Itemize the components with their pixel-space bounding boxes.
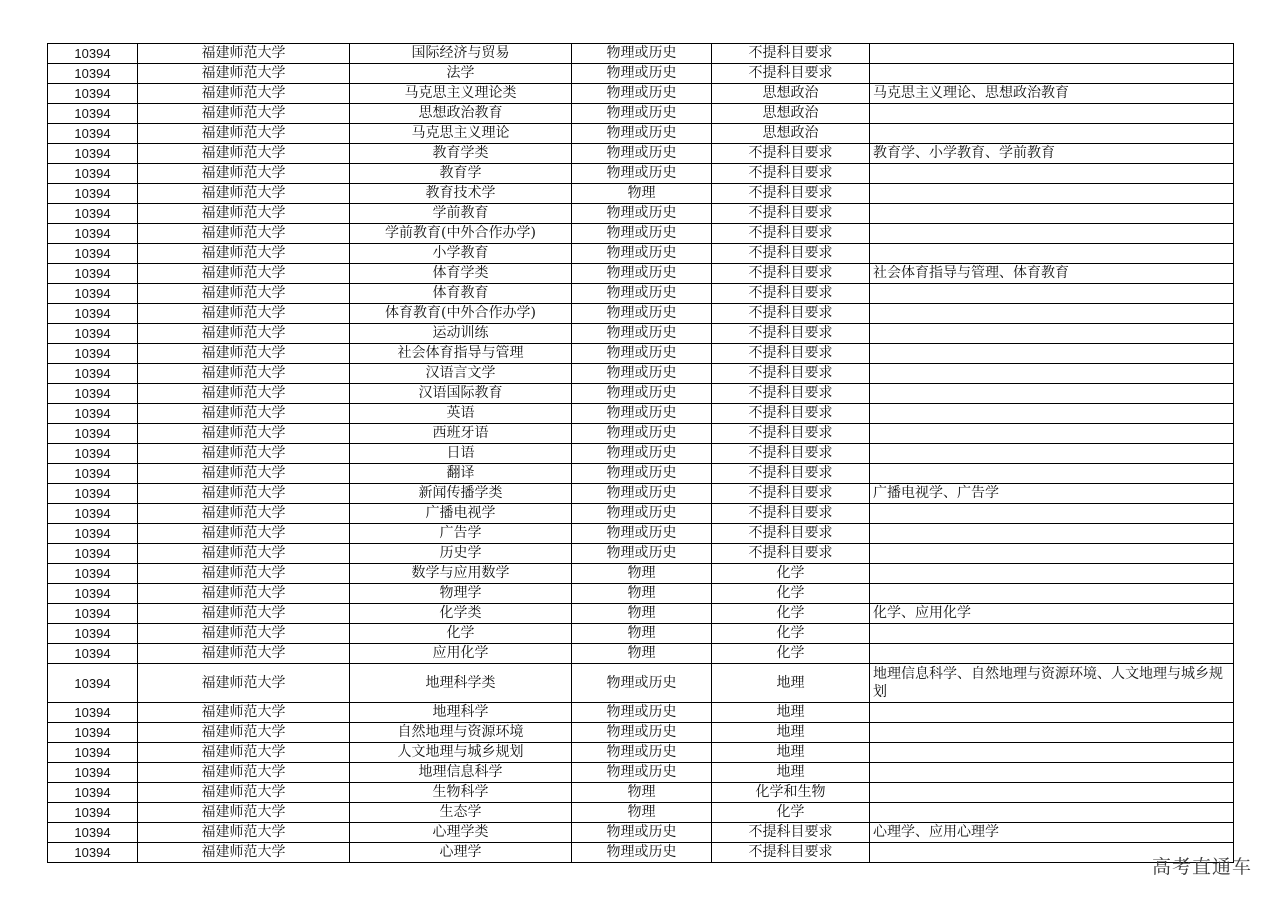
table-row xyxy=(48,484,1234,504)
school-name-cell: 福建师范大学 xyxy=(138,803,350,823)
first-subject-cell: 物理或历史 xyxy=(572,304,712,324)
second-subject-cell: 化学 xyxy=(712,803,870,823)
school-name-cell: 福建师范大学 xyxy=(138,244,350,264)
school-name-cell: 福建师范大学 xyxy=(138,444,350,464)
second-subject-cell: 不提科目要求 xyxy=(712,344,870,364)
included-majors-cell xyxy=(870,564,1234,584)
second-subject-cell: 化学 xyxy=(712,644,870,664)
included-majors-cell xyxy=(870,703,1234,723)
school-name-cell: 福建师范大学 xyxy=(138,783,350,803)
included-majors-cell: 化学、应用化学 xyxy=(870,604,1234,624)
second-subject-cell: 化学 xyxy=(712,584,870,604)
first-subject-cell: 物理 xyxy=(572,803,712,823)
second-subject-cell: 不提科目要求 xyxy=(712,44,870,64)
included-majors-cell: 社会体育指导与管理、体育教育 xyxy=(870,264,1234,284)
second-subject-cell: 不提科目要求 xyxy=(712,144,870,164)
school-code-cell: 10394 xyxy=(48,464,138,484)
included-majors-cell xyxy=(870,284,1234,304)
major-name-cell: 国际经济与贸易 xyxy=(350,44,572,64)
school-code-cell: 10394 xyxy=(48,204,138,224)
table-row xyxy=(48,204,1234,224)
school-code-cell: 10394 xyxy=(48,244,138,264)
major-name-cell: 数学与应用数学 xyxy=(350,564,572,584)
second-subject-cell: 地理 xyxy=(712,763,870,783)
included-majors-cell xyxy=(870,44,1234,64)
school-code-cell: 10394 xyxy=(48,723,138,743)
included-majors-cell xyxy=(870,803,1234,823)
table-row xyxy=(48,384,1234,404)
school-code-cell: 10394 xyxy=(48,304,138,324)
school-name-cell: 福建师范大学 xyxy=(138,84,350,104)
school-code-cell: 10394 xyxy=(48,344,138,364)
major-name-cell: 体育学类 xyxy=(350,264,572,284)
first-subject-cell: 物理或历史 xyxy=(572,204,712,224)
major-name-cell: 广播电视学 xyxy=(350,504,572,524)
table-row xyxy=(48,464,1234,484)
first-subject-cell: 物理或历史 xyxy=(572,664,712,703)
included-majors-cell xyxy=(870,504,1234,524)
table-row xyxy=(48,604,1234,624)
school-code-cell: 10394 xyxy=(48,64,138,84)
major-name-cell: 教育学 xyxy=(350,164,572,184)
school-code-cell: 10394 xyxy=(48,544,138,564)
table-row xyxy=(48,763,1234,783)
table-row xyxy=(48,164,1234,184)
school-code-cell: 10394 xyxy=(48,324,138,344)
table-row xyxy=(48,404,1234,424)
second-subject-cell: 不提科目要求 xyxy=(712,224,870,244)
school-code-cell: 10394 xyxy=(48,763,138,783)
major-name-cell: 生态学 xyxy=(350,803,572,823)
major-name-cell: 自然地理与资源环境 xyxy=(350,723,572,743)
school-name-cell: 福建师范大学 xyxy=(138,504,350,524)
second-subject-cell: 不提科目要求 xyxy=(712,823,870,843)
major-name-cell: 地理科学 xyxy=(350,703,572,723)
included-majors-cell xyxy=(870,104,1234,124)
first-subject-cell: 物理 xyxy=(572,783,712,803)
school-code-cell: 10394 xyxy=(48,803,138,823)
school-name-cell: 福建师范大学 xyxy=(138,204,350,224)
major-name-cell: 化学类 xyxy=(350,604,572,624)
major-name-cell: 马克思主义理论类 xyxy=(350,84,572,104)
school-name-cell: 福建师范大学 xyxy=(138,104,350,124)
major-name-cell: 体育教育(中外合作办学) xyxy=(350,304,572,324)
school-name-cell: 福建师范大学 xyxy=(138,324,350,344)
included-majors-cell: 广播电视学、广告学 xyxy=(870,484,1234,504)
first-subject-cell: 物理或历史 xyxy=(572,524,712,544)
school-name-cell: 福建师范大学 xyxy=(138,364,350,384)
first-subject-cell: 物理或历史 xyxy=(572,444,712,464)
first-subject-cell: 物理或历史 xyxy=(572,244,712,264)
table-row xyxy=(48,144,1234,164)
school-name-cell: 福建师范大学 xyxy=(138,424,350,444)
first-subject-cell: 物理或历史 xyxy=(572,404,712,424)
table-row xyxy=(48,723,1234,743)
second-subject-cell: 化学 xyxy=(712,624,870,644)
major-name-cell: 马克思主义理论 xyxy=(350,124,572,144)
first-subject-cell: 物理或历史 xyxy=(572,703,712,723)
second-subject-cell: 地理 xyxy=(712,723,870,743)
first-subject-cell: 物理或历史 xyxy=(572,843,712,863)
table-row xyxy=(48,424,1234,444)
school-code-cell: 10394 xyxy=(48,484,138,504)
school-name-cell: 福建师范大学 xyxy=(138,304,350,324)
major-name-cell: 心理学 xyxy=(350,843,572,863)
second-subject-cell: 不提科目要求 xyxy=(712,244,870,264)
school-code-cell: 10394 xyxy=(48,164,138,184)
school-name-cell: 福建师范大学 xyxy=(138,524,350,544)
school-name-cell: 福建师范大学 xyxy=(138,703,350,723)
table-row xyxy=(48,184,1234,204)
table-row xyxy=(48,284,1234,304)
major-name-cell: 社会体育指导与管理 xyxy=(350,344,572,364)
school-code-cell: 10394 xyxy=(48,224,138,244)
school-name-cell: 福建师范大学 xyxy=(138,763,350,783)
table-row xyxy=(48,524,1234,544)
included-majors-cell xyxy=(870,723,1234,743)
first-subject-cell: 物理或历史 xyxy=(572,164,712,184)
school-name-cell: 福建师范大学 xyxy=(138,644,350,664)
first-subject-cell: 物理或历史 xyxy=(572,324,712,344)
school-code-cell: 10394 xyxy=(48,264,138,284)
included-majors-cell: 马克思主义理论、思想政治教育 xyxy=(870,84,1234,104)
first-subject-cell: 物理或历史 xyxy=(572,284,712,304)
second-subject-cell: 不提科目要求 xyxy=(712,843,870,863)
first-subject-cell: 物理或历史 xyxy=(572,504,712,524)
included-majors-cell xyxy=(870,64,1234,84)
second-subject-cell: 不提科目要求 xyxy=(712,184,870,204)
major-name-cell: 日语 xyxy=(350,444,572,464)
school-code-cell: 10394 xyxy=(48,664,138,703)
second-subject-cell: 不提科目要求 xyxy=(712,284,870,304)
second-subject-cell: 不提科目要求 xyxy=(712,424,870,444)
included-majors-cell xyxy=(870,124,1234,144)
school-name-cell: 福建师范大学 xyxy=(138,823,350,843)
school-code-cell: 10394 xyxy=(48,364,138,384)
school-name-cell: 福建师范大学 xyxy=(138,743,350,763)
second-subject-cell: 不提科目要求 xyxy=(712,364,870,384)
school-name-cell: 福建师范大学 xyxy=(138,404,350,424)
school-code-cell: 10394 xyxy=(48,284,138,304)
first-subject-cell: 物理或历史 xyxy=(572,264,712,284)
school-code-cell: 10394 xyxy=(48,104,138,124)
second-subject-cell: 不提科目要求 xyxy=(712,524,870,544)
table-row xyxy=(48,584,1234,604)
school-name-cell: 福建师范大学 xyxy=(138,284,350,304)
major-name-cell: 地理信息科学 xyxy=(350,763,572,783)
school-code-cell: 10394 xyxy=(48,604,138,624)
school-name-cell: 福建师范大学 xyxy=(138,164,350,184)
school-name-cell: 福建师范大学 xyxy=(138,564,350,584)
second-subject-cell: 化学和生物 xyxy=(712,783,870,803)
school-name-cell: 福建师范大学 xyxy=(138,384,350,404)
major-name-cell: 心理学类 xyxy=(350,823,572,843)
included-majors-cell xyxy=(870,164,1234,184)
school-name-cell: 福建师范大学 xyxy=(138,344,350,364)
major-name-cell: 思想政治教育 xyxy=(350,104,572,124)
included-majors-cell xyxy=(870,584,1234,604)
school-code-cell: 10394 xyxy=(48,624,138,644)
included-majors-cell xyxy=(870,384,1234,404)
table-row xyxy=(48,783,1234,803)
second-subject-cell: 思想政治 xyxy=(712,84,870,104)
included-majors-cell: 教育学、小学教育、学前教育 xyxy=(870,144,1234,164)
school-name-cell: 福建师范大学 xyxy=(138,144,350,164)
major-name-cell: 小学教育 xyxy=(350,244,572,264)
school-name-cell: 福建师范大学 xyxy=(138,44,350,64)
major-name-cell: 法学 xyxy=(350,64,572,84)
school-code-cell: 10394 xyxy=(48,384,138,404)
school-code-cell: 10394 xyxy=(48,564,138,584)
major-name-cell: 教育技术学 xyxy=(350,184,572,204)
first-subject-cell: 物理或历史 xyxy=(572,544,712,564)
second-subject-cell: 不提科目要求 xyxy=(712,324,870,344)
first-subject-cell: 物理或历史 xyxy=(572,384,712,404)
school-name-cell: 福建师范大学 xyxy=(138,584,350,604)
second-subject-cell: 不提科目要求 xyxy=(712,544,870,564)
first-subject-cell: 物理或历史 xyxy=(572,64,712,84)
school-code-cell: 10394 xyxy=(48,84,138,104)
school-name-cell: 福建师范大学 xyxy=(138,544,350,564)
school-code-cell: 10394 xyxy=(48,124,138,144)
major-name-cell: 历史学 xyxy=(350,544,572,564)
included-majors-cell xyxy=(870,743,1234,763)
first-subject-cell: 物理或历史 xyxy=(572,84,712,104)
included-majors-cell xyxy=(870,524,1234,544)
table-row xyxy=(48,224,1234,244)
table-row xyxy=(48,44,1234,64)
school-code-cell: 10394 xyxy=(48,703,138,723)
school-code-cell: 10394 xyxy=(48,444,138,464)
major-name-cell: 广告学 xyxy=(350,524,572,544)
school-code-cell: 10394 xyxy=(48,184,138,204)
second-subject-cell: 不提科目要求 xyxy=(712,404,870,424)
table-row xyxy=(48,504,1234,524)
table-row xyxy=(48,843,1234,863)
major-name-cell: 体育教育 xyxy=(350,284,572,304)
watermark-text: 高考直通车 xyxy=(1151,856,1252,878)
major-name-cell: 地理科学类 xyxy=(350,664,572,703)
first-subject-cell: 物理 xyxy=(572,624,712,644)
first-subject-cell: 物理或历史 xyxy=(572,484,712,504)
major-name-cell: 翻译 xyxy=(350,464,572,484)
included-majors-cell xyxy=(870,783,1234,803)
second-subject-cell: 不提科目要求 xyxy=(712,64,870,84)
table-row xyxy=(48,743,1234,763)
table-row xyxy=(48,624,1234,644)
included-majors-cell xyxy=(870,324,1234,344)
second-subject-cell: 不提科目要求 xyxy=(712,164,870,184)
included-majors-cell xyxy=(870,624,1234,644)
first-subject-cell: 物理或历史 xyxy=(572,144,712,164)
table-row xyxy=(48,544,1234,564)
first-subject-cell: 物理或历史 xyxy=(572,743,712,763)
included-majors-cell xyxy=(870,304,1234,324)
second-subject-cell: 不提科目要求 xyxy=(712,384,870,404)
school-name-cell: 福建师范大学 xyxy=(138,64,350,84)
table-row xyxy=(48,364,1234,384)
second-subject-cell: 不提科目要求 xyxy=(712,444,870,464)
second-subject-cell: 不提科目要求 xyxy=(712,464,870,484)
school-code-cell: 10394 xyxy=(48,524,138,544)
included-majors-cell xyxy=(870,204,1234,224)
table-row xyxy=(48,703,1234,723)
second-subject-cell: 地理 xyxy=(712,743,870,763)
first-subject-cell: 物理或历史 xyxy=(572,124,712,144)
school-name-cell: 福建师范大学 xyxy=(138,664,350,703)
included-majors-cell xyxy=(870,364,1234,384)
major-name-cell: 汉语国际教育 xyxy=(350,384,572,404)
table-row xyxy=(48,803,1234,823)
major-name-cell: 西班牙语 xyxy=(350,424,572,444)
included-majors-cell xyxy=(870,464,1234,484)
included-majors-cell xyxy=(870,184,1234,204)
second-subject-cell: 化学 xyxy=(712,564,870,584)
included-majors-cell xyxy=(870,344,1234,364)
school-name-cell: 福建师范大学 xyxy=(138,224,350,244)
included-majors-cell xyxy=(870,224,1234,244)
included-majors-cell xyxy=(870,544,1234,564)
school-code-cell: 10394 xyxy=(48,823,138,843)
table-row xyxy=(48,244,1234,264)
included-majors-cell xyxy=(870,244,1234,264)
second-subject-cell: 不提科目要求 xyxy=(712,484,870,504)
first-subject-cell: 物理或历史 xyxy=(572,464,712,484)
school-name-cell: 福建师范大学 xyxy=(138,124,350,144)
first-subject-cell: 物理或历史 xyxy=(572,104,712,124)
major-name-cell: 英语 xyxy=(350,404,572,424)
table-row xyxy=(48,444,1234,464)
table-row xyxy=(48,324,1234,344)
second-subject-cell: 思想政治 xyxy=(712,124,870,144)
school-name-cell: 福建师范大学 xyxy=(138,264,350,284)
school-code-cell: 10394 xyxy=(48,743,138,763)
first-subject-cell: 物理 xyxy=(572,584,712,604)
major-name-cell: 学前教育 xyxy=(350,204,572,224)
first-subject-cell: 物理或历史 xyxy=(572,224,712,244)
table-row xyxy=(48,564,1234,584)
first-subject-cell: 物理 xyxy=(572,564,712,584)
table-row xyxy=(48,304,1234,324)
first-subject-cell: 物理或历史 xyxy=(572,723,712,743)
major-name-cell: 汉语言文学 xyxy=(350,364,572,384)
table-row xyxy=(48,124,1234,144)
first-subject-cell: 物理或历史 xyxy=(572,763,712,783)
table-row xyxy=(48,264,1234,284)
first-subject-cell: 物理 xyxy=(572,644,712,664)
second-subject-cell: 不提科目要求 xyxy=(712,204,870,224)
first-subject-cell: 物理 xyxy=(572,604,712,624)
table-row xyxy=(48,104,1234,124)
major-name-cell: 化学 xyxy=(350,624,572,644)
major-name-cell: 应用化学 xyxy=(350,644,572,664)
school-name-cell: 福建师范大学 xyxy=(138,484,350,504)
included-majors-cell xyxy=(870,444,1234,464)
school-code-cell: 10394 xyxy=(48,144,138,164)
school-code-cell: 10394 xyxy=(48,44,138,64)
school-name-cell: 福建师范大学 xyxy=(138,723,350,743)
major-name-cell: 教育学类 xyxy=(350,144,572,164)
school-name-cell: 福建师范大学 xyxy=(138,184,350,204)
school-code-cell: 10394 xyxy=(48,644,138,664)
first-subject-cell: 物理或历史 xyxy=(572,44,712,64)
first-subject-cell: 物理或历史 xyxy=(572,364,712,384)
second-subject-cell: 地理 xyxy=(712,703,870,723)
second-subject-cell: 不提科目要求 xyxy=(712,504,870,524)
table-row xyxy=(48,823,1234,843)
school-name-cell: 福建师范大学 xyxy=(138,604,350,624)
table-row xyxy=(48,64,1234,84)
school-name-cell: 福建师范大学 xyxy=(138,843,350,863)
school-name-cell: 福建师范大学 xyxy=(138,464,350,484)
school-code-cell: 10394 xyxy=(48,404,138,424)
table-row xyxy=(48,84,1234,104)
school-code-cell: 10394 xyxy=(48,424,138,444)
school-code-cell: 10394 xyxy=(48,843,138,863)
included-majors-cell xyxy=(870,424,1234,444)
included-majors-cell xyxy=(870,763,1234,783)
table-row xyxy=(48,664,1234,703)
school-code-cell: 10394 xyxy=(48,504,138,524)
included-majors-cell xyxy=(870,404,1234,424)
major-name-cell: 物理学 xyxy=(350,584,572,604)
second-subject-cell: 思想政治 xyxy=(712,104,870,124)
table-body xyxy=(48,44,1234,863)
school-code-cell: 10394 xyxy=(48,783,138,803)
first-subject-cell: 物理或历史 xyxy=(572,823,712,843)
school-code-cell: 10394 xyxy=(48,584,138,604)
second-subject-cell: 化学 xyxy=(712,604,870,624)
included-majors-cell xyxy=(870,644,1234,664)
major-name-cell: 人文地理与城乡规划 xyxy=(350,743,572,763)
first-subject-cell: 物理或历史 xyxy=(572,424,712,444)
major-name-cell: 新闻传播学类 xyxy=(350,484,572,504)
table-row xyxy=(48,344,1234,364)
second-subject-cell: 不提科目要求 xyxy=(712,264,870,284)
second-subject-cell: 地理 xyxy=(712,664,870,703)
major-name-cell: 生物科学 xyxy=(350,783,572,803)
included-majors-cell: 地理信息科学、自然地理与资源环境、人文地理与城乡规划 xyxy=(870,664,1234,703)
major-requirements-table xyxy=(47,43,1234,863)
first-subject-cell: 物理 xyxy=(572,184,712,204)
second-subject-cell: 不提科目要求 xyxy=(712,304,870,324)
first-subject-cell: 物理或历史 xyxy=(572,344,712,364)
school-name-cell: 福建师范大学 xyxy=(138,624,350,644)
major-name-cell: 运动训练 xyxy=(350,324,572,344)
major-name-cell: 学前教育(中外合作办学) xyxy=(350,224,572,244)
included-majors-cell: 心理学、应用心理学 xyxy=(870,823,1234,843)
table-row xyxy=(48,644,1234,664)
